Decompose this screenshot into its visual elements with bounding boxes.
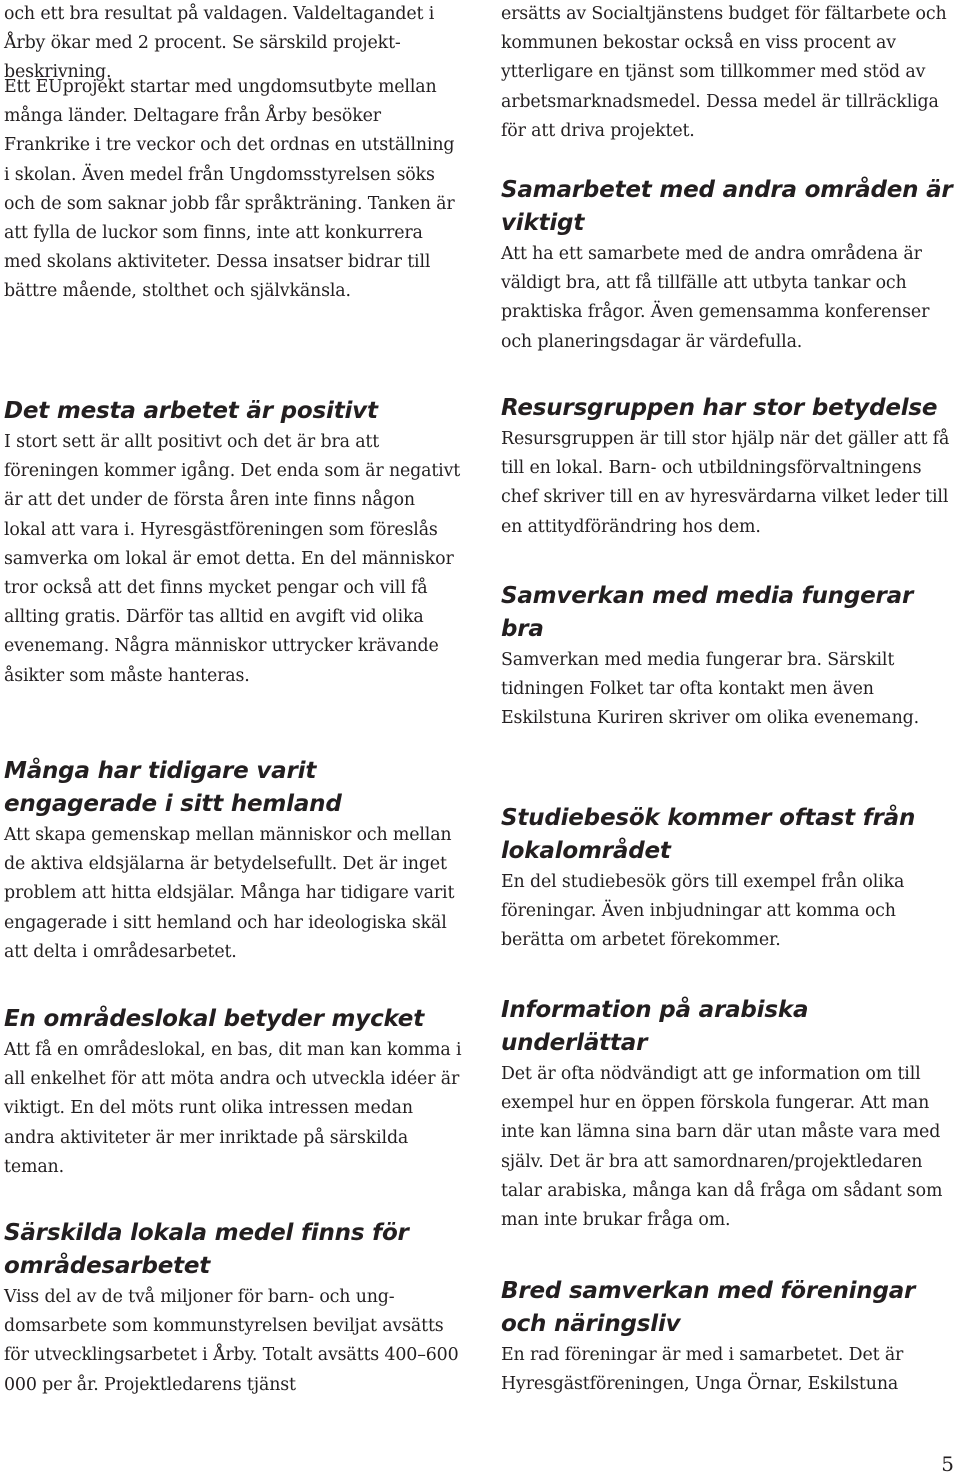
section-resource-group [501,392,959,542]
section-local-funds [4,1217,462,1400]
section-body: Att ha ett samarbete med de andra områdena är väldigt bra, att få tillfälle att utbyta tankar och praktiska frågor. Även gemensamma konferenser och planeringsdagar är värdefulla. [501,244,930,352]
section-heading: Resursgruppen har stor betydelse [501,395,938,421]
section-engaged-homeland [4,755,462,967]
section-heading: Det mesta arbetet är positivt [4,398,378,424]
section-body: Att skapa gemenskap mellan människor och mellan de aktiva eldsjälarna är betydelsefullt. Det är inget problem att hitta eldsjälar. Många har tidigare varit engagerade i sitt hemland och har ideologiska skäl att delta i områdesarbetet. [4,825,455,962]
section-heading: Information på arabiska underlättar [501,997,809,1056]
section-body: En del studiebesök görs till exempel från olika föreningar. Även inbjudningar att komma och berätta om arbetet förekommer. [501,872,905,951]
section-area-premises [4,1003,462,1182]
section-media [501,580,959,734]
section-heading: En områdeslokal betyder mycket [4,1006,424,1032]
section-body: En rad föreningar är med i samarbetet. Det är Hyresgästföreningen, Unga Örnar, Eskilstuna [501,1345,904,1395]
right-intro-block [501,0,959,146]
section-heading: Samarbetet med andra områden är viktigt [501,177,953,236]
section-heading: Många har tidigare varit engagerade i sitt hemland [4,758,342,817]
body-paragraph: Ett EUprojekt startar med ungdomsutbyte mellan många länder. Deltagare från Årby besöker Frankrike i tre veckor och det ordnas en utställning i skolan. Även medel från Ungdomsstyrelsen söks och de som saknar jobb får språkträning. Tanken är att fylla de luckor som finns, inte att konkurrera med skolans aktiviteter. Dessa insatser bidrar till bättre mående, stolthet och självkänsla. [4,77,455,302]
section-arabic-information [501,994,959,1235]
section-broad-cooperation [501,1275,959,1399]
section-body: I stort sett är allt positivt och det är bra att föreningen kommer igång. Det enda som är negativt är att det under de första åren inte finns någon lokal att vara i. Hyresgästföreningen som föreslås samverka om lokal är emot detta. En del människor tror också att det finns mycket pengar och vill få allting gratis. Därför tas alltid en avgift vid olika evenemang. Några människor uttrycker krävande åsikter som måste hanteras. [4,432,461,686]
section-study-visits [501,802,959,956]
left-intro-block-2 [4,73,462,307]
section-body: Resursgruppen är till stor hjälp när det gäller att få till en lokal. Barn- och utbildningsförvaltningens chef skriver till en av hyresvärdarna vilket leder till en attitydförändring hos dem. [501,429,950,537]
body-paragraph: och ett bra resultat på valdagen. Valdeltagandet i Årby ökar med 2 procent. Se särskild projektbeskrivning. [4,4,435,83]
section-heading: Bred samverkan med föreningar och näringsliv [501,1278,916,1337]
section-heading: Särskilda lokala medel finns för områdesarbetet [4,1220,409,1279]
page-number: 5 [941,1452,954,1476]
section-body: Samverkan med media fungerar bra. Särskilt tidningen Folket tar ofta kontakt men även Eskilstuna Kuriren skriver om olika evenemang. [501,650,920,729]
section-cooperation-areas [501,174,959,357]
section-positive-work [4,395,462,691]
section-heading: Samverkan med media fungerar bra [501,583,914,642]
section-body: Viss del av de två miljoner för barn- och ungdomsarbete som kommunstyrelsen beviljat avsätts för utvecklingsarbetet i Årby. Totalt avsätts 400–600 000 per år. Projektledarens tjänst [4,1287,459,1395]
body-paragraph: ersätts av Socialtjänstens budget för fältarbete och kommunen bekostar också en viss procent av ytterligare en tjänst som tillkommer med stöd av arbetsmarknadsmedel. Dessa medel är tillräckliga för att driva projektet. [501,4,947,141]
section-heading: Studiebesök kommer oftast från lokalområdet [501,805,916,864]
section-body: Det är ofta nödvändigt att ge information om till exempel hur en öppen förskola fungerar. Att man inte kan lämna sina barn där utan måste vara med själv. Det är bra att samordnaren/projektledaren talar arabiska, många kan då fråga om sådant som man inte brukar fråga om. [501,1064,943,1231]
section-body: Att få en områdeslokal, en bas, dit man kan komma i all enkelhet för att möta andra och utveckla idéer är viktigt. En del möts runt olika intressen medan andra aktiviteter är mer inriktade på särskilda teman. [4,1040,462,1177]
